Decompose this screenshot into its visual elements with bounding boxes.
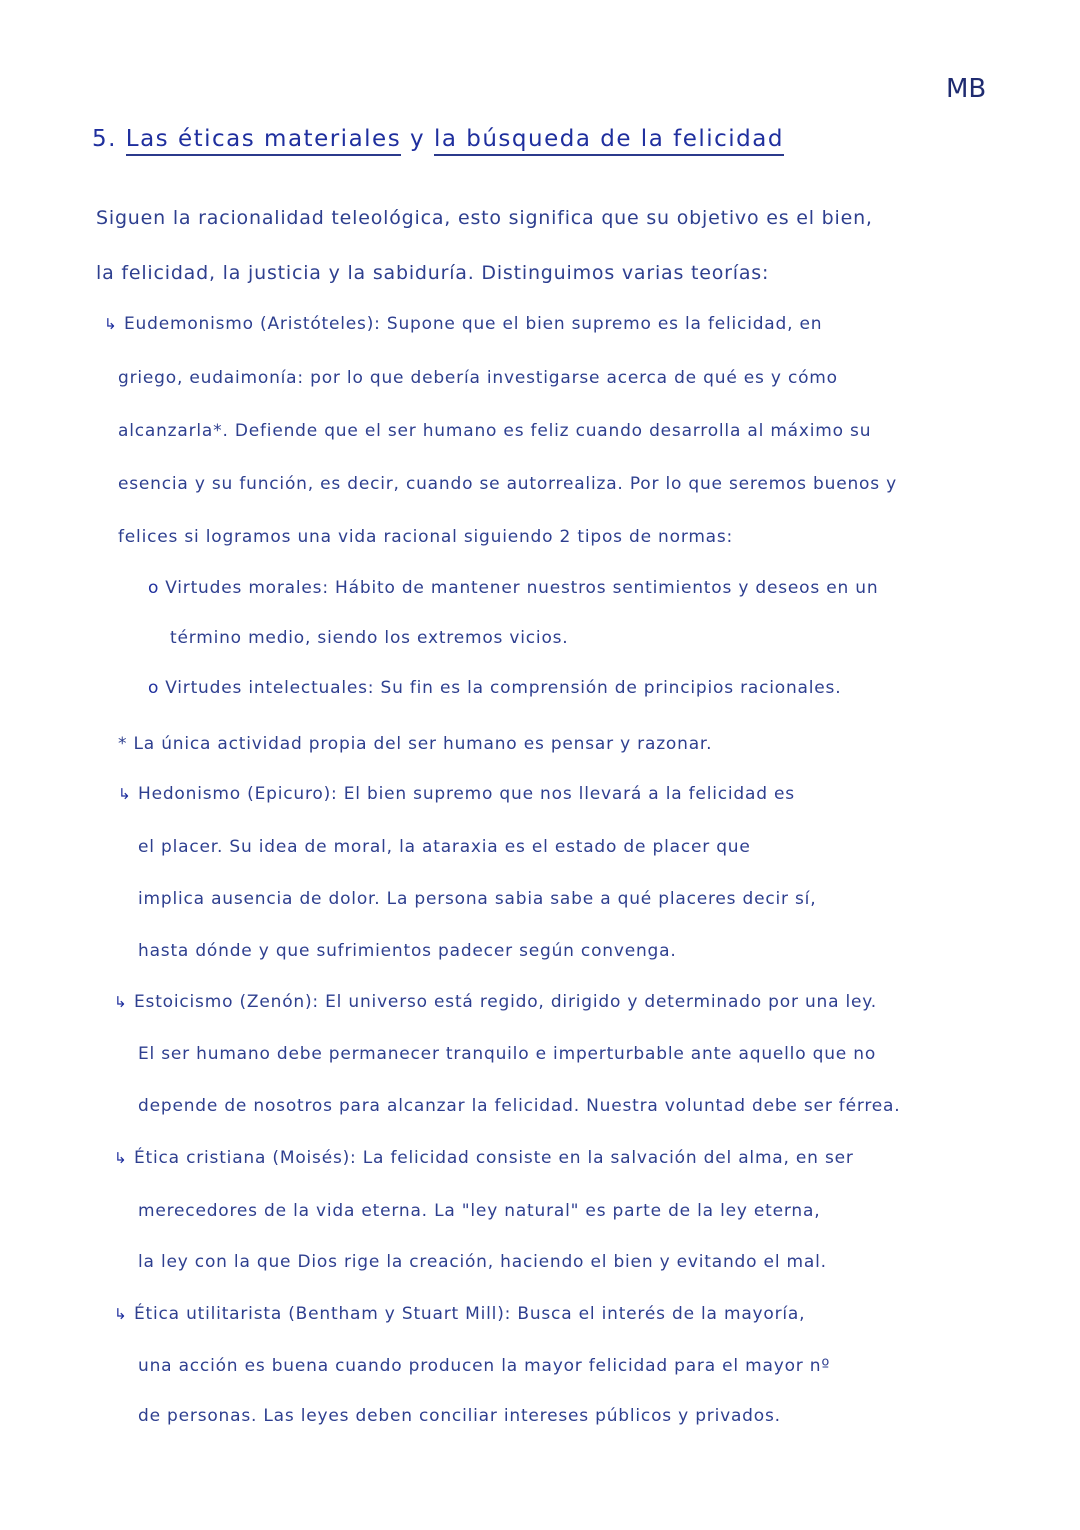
text-line-8: Virtudes morales: Hábito de mantener nuestros sentimientos y deseos en un [165, 578, 879, 598]
title-part-1: Las éticas materiales [126, 126, 401, 156]
virtudes-morales-line [148, 578, 878, 598]
text-line-6: esencia y su función, es decir, cuando se autorrealiza. Por lo que seremos buenos y [118, 474, 897, 494]
arrow-bullet-icon: ↳ [104, 315, 118, 333]
arrow-bullet-icon: ↳ [114, 993, 128, 1011]
title-part-3: la búsqueda de la felicidad [434, 126, 784, 156]
text-line-7: felices si logramos una vida racional siguiendo 2 tipos de normas: [118, 527, 734, 547]
text-line-12: Hedonismo (Epicuro): El bien supremo que nos llevará a la felicidad es [138, 784, 795, 804]
hedonismo-line [118, 784, 795, 804]
arrow-bullet-icon: ↳ [114, 1305, 128, 1323]
circle-bullet-icon: o [148, 578, 160, 598]
text-line-9: término medio, siendo los extremos vicios. [170, 628, 569, 648]
text-line-15: hasta dónde y que sufrimientos padecer según convenga. [138, 941, 677, 961]
text-line-22: Ética utilitarista (Bentham y Stuart Mill): Busca el interés de la mayoría, [134, 1304, 806, 1324]
section-number: 5. [92, 126, 117, 152]
estoicismo-line [114, 992, 877, 1012]
text-line-16: Estoicismo (Zenón): El universo está regido, dirigido y determinado por una ley. [134, 992, 877, 1012]
arrow-bullet-icon: ↳ [114, 1149, 128, 1167]
etica-utilitarista-line [114, 1304, 805, 1324]
circle-bullet-icon: o [148, 678, 160, 698]
title-part-2: y [410, 126, 426, 152]
section-title [92, 126, 832, 152]
text-line-19: Ética cristiana (Moisés): La felicidad consiste en la salvación del alma, en ser [134, 1148, 854, 1168]
text-line-24: de personas. Las leyes deben conciliar intereses públicos y privados. [138, 1406, 781, 1426]
text-line-14: implica ausencia de dolor. La persona sabia sabe a qué placeres decir sí, [138, 889, 817, 909]
virtudes-intelectuales-line [148, 678, 841, 698]
text-line-3: Eudemonismo (Aristóteles): Supone que el bien supremo es la felicidad, en [124, 314, 823, 334]
text-line-18: depende de nosotros para alcanzar la felicidad. Nuestra voluntad debe ser férrea. [138, 1096, 901, 1116]
text-line-4: griego, eudaimonía: por lo que debería investigarse acerca de qué es y cómo [118, 368, 838, 388]
author-initials: MB [946, 74, 987, 104]
arrow-bullet-icon: ↳ [118, 785, 132, 803]
text-line-2: la felicidad, la justicia y la sabiduría. Distinguimos varias teorías: [96, 262, 770, 284]
text-line-10: Virtudes intelectuales: Su fin es la comprensión de principios racionales. [165, 678, 842, 698]
etica-cristiana-line [114, 1148, 854, 1168]
text-line-11: * La única actividad propia del ser humano es pensar y razonar. [118, 734, 713, 754]
text-line-13: el placer. Su idea de moral, la ataraxia es el estado de placer que [138, 837, 751, 857]
text-line-23: una acción es buena cuando producen la mayor felicidad para el mayor nº [138, 1356, 831, 1376]
text-line-20: merecedores de la vida eterna. La "ley natural" es parte de la ley eterna, [138, 1201, 821, 1221]
text-line-21: la ley con la que Dios rige la creación, haciendo el bien y evitando el mal. [138, 1252, 827, 1272]
text-line-1: Siguen la racionalidad teleológica, esto significa que su objetivo es el bien, [96, 207, 873, 229]
text-line-17: El ser humano debe permanecer tranquilo e imperturbable ante aquello que no [138, 1044, 877, 1064]
eudemonismo-line [104, 314, 822, 334]
text-line-5: alcanzarla*. Defiende que el ser humano es feliz cuando desarrolla al máximo su [118, 421, 872, 441]
